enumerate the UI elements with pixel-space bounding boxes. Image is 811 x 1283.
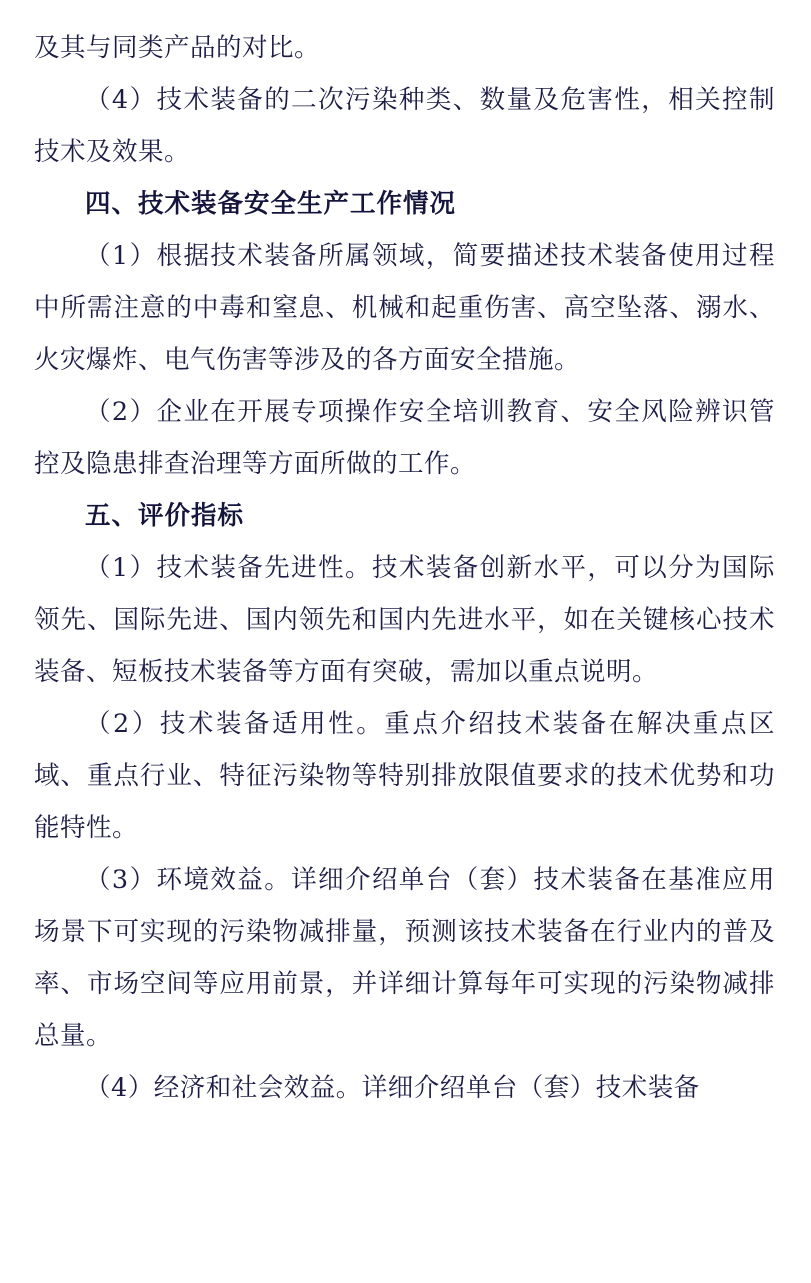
paragraph-item-4-pollution: （4）技术装备的二次污染种类、数量及危害性，相关控制技术及效果。 [34, 85, 775, 167]
document-body [34, 22, 775, 1114]
section-heading-four: 四、技术装备安全生产工作情况 [85, 189, 457, 219]
paragraph-safety-item-1: （1）根据技术装备所属领域，简要描述技术装备使用过程中所需注意的中毒和窒息、机械和起重伤害、高空坠落、溺水、火灾爆炸、电气伤害等涉及的各方面安全措施。 [34, 241, 775, 375]
section-heading-five: 五、评价指标 [85, 501, 245, 531]
paragraph-index-item-1: （1）技术装备先进性。技术装备创新水平，可以分为国际领先、国际先进、国内领先和国内先进水平，如在关键核心技术装备、短板技术装备等方面有突破，需加以重点说明。 [34, 553, 775, 687]
paragraph-safety-item-2: （2）企业在开展专项操作安全培训教育、安全风险辨识管控及隐患排查治理等方面所做的工作。 [34, 397, 775, 479]
paragraph-index-item-3: （3）环境效益。详细介绍单台（套）技术装备在基准应用场景下可实现的污染物减排量，预测该技术装备在行业内的普及率、市场空间等应用前景，并详细计算每年可实现的污染物减排总量。 [34, 865, 775, 1051]
paragraph-index-item-4: （4）经济和社会效益。详细介绍单台（套）技术装备 [85, 1073, 700, 1103]
paragraph-continuation: 及其与同类产品的对比。 [34, 33, 321, 63]
paragraph-index-item-2: （2）技术装备适用性。重点介绍技术装备在解决重点区域、重点行业、特征污染物等特别排放限值要求的技术优势和功能特性。 [34, 709, 775, 843]
